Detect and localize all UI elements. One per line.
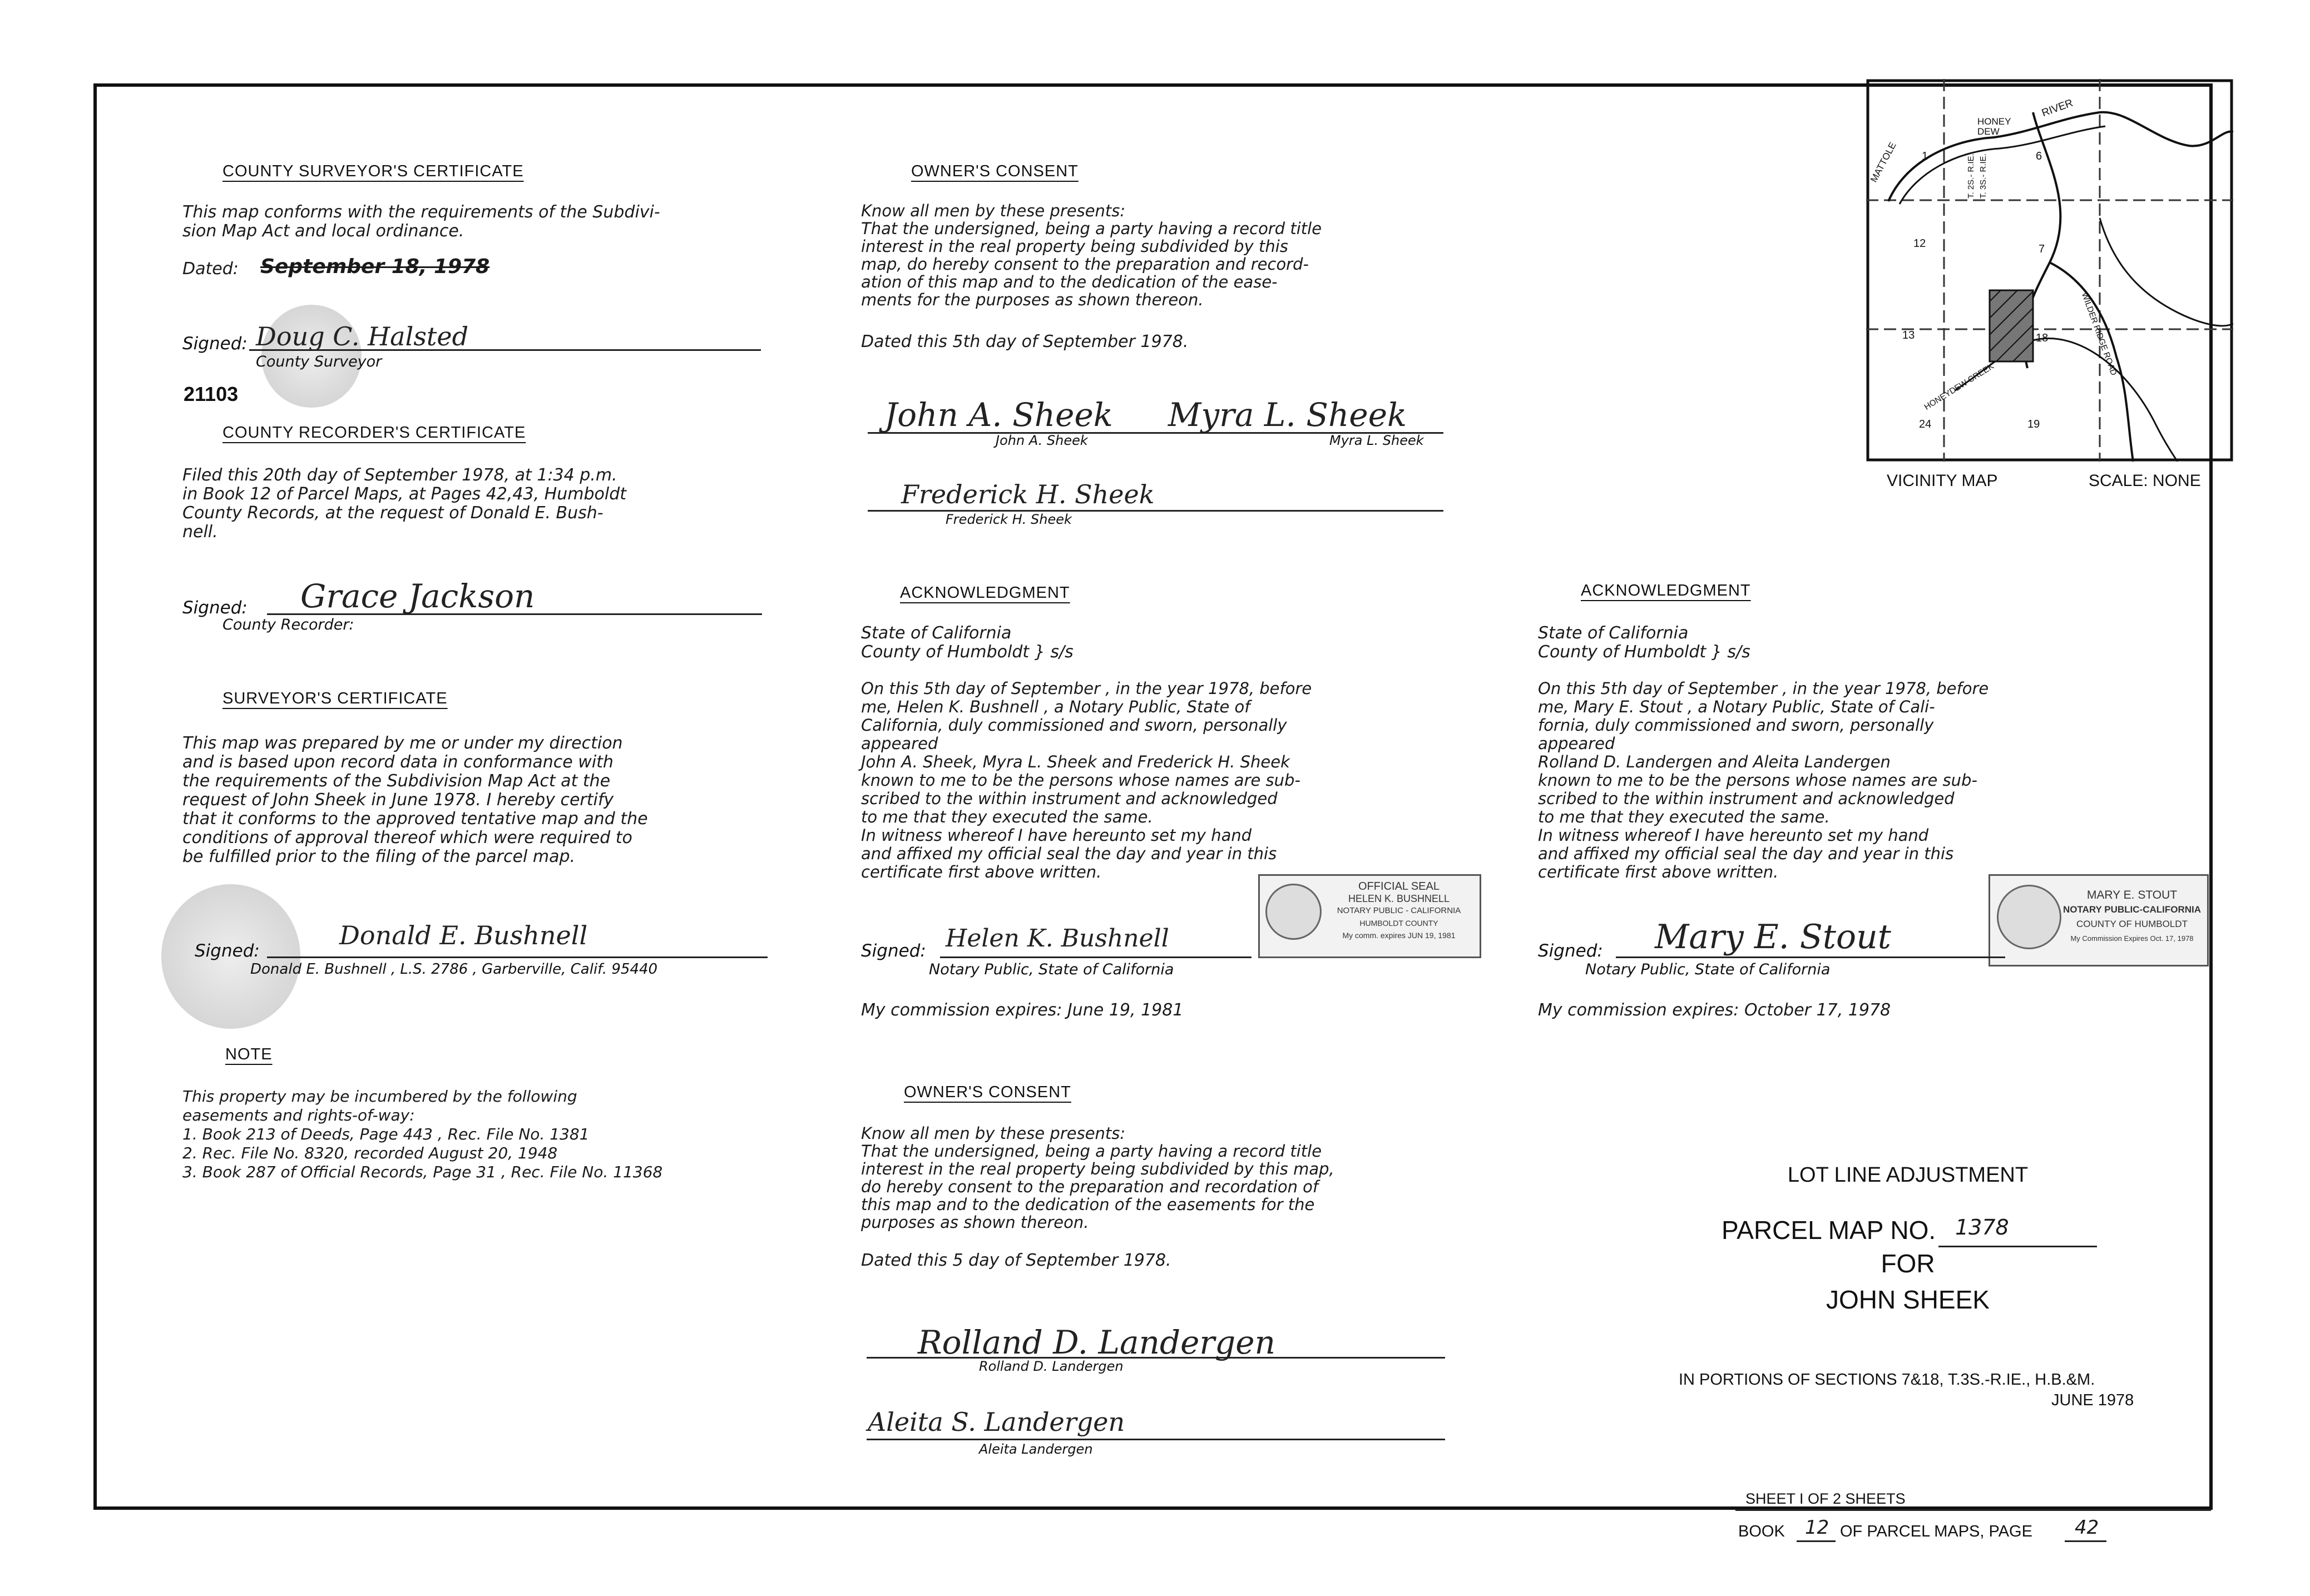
county-recorder-signed-label: Signed: [182, 598, 248, 618]
county-surveyor-body: This map conforms with the requirements of the Subdivi- sion Map Act and local ordinance. [182, 202, 660, 241]
lot-line-adjustment-title: LOT LINE ADJUSTMENT [1787, 1163, 2029, 1187]
ack-2-expires: My commission expires: October 17, 1978 [1538, 1000, 1891, 1020]
county-surveyor-signature: Doug C. Halsted [256, 321, 469, 351]
sheet-count: SHEET I OF 2 SHEETS [1745, 1490, 1906, 1507]
owners-consent-1-heading: OWNER'S CONSENT [911, 162, 1079, 180]
title-owner-name: JOHN SHEEK [1826, 1285, 1990, 1314]
ack-2-sign-line [1616, 956, 2005, 958]
county-surveyor-dated-value: September 18, 1978 [260, 255, 490, 278]
county-recorder-signature: Grace Jackson [300, 577, 535, 615]
book-number-line [1797, 1540, 1836, 1542]
county-surveyor-sign-line [249, 349, 761, 351]
ack-2-body: On this 5th day of September , in the year 1978, before me, Mary E. Stout , a Notary Public, State of Cali- fornia, duly commissioned and sworn, personally appeared Rolland D. Landergen and Aleita Landergen known to me to be the persons whose names are sub- scribed to the within instrument and acknowledged to me that they executed the same. In witness whereof I have hereunto set my hand and affixed my official seal the day and year in this certificate first above written. [1538, 679, 1989, 881]
county-recorder-body: Filed this 20th day of September 1978, at 1:34 p.m. in Book 12 of Parcel Maps, at Pages 42,43, Humboldt County Records, at the request of Donald E. Bush- nell. [182, 465, 627, 542]
map-label-t2s: T. 2S.- R.IE. [1966, 153, 1976, 199]
map-label-wilder-ridge: WILDER RIDGE ROAD [2079, 291, 2119, 377]
map-label-s19: 19 [2027, 418, 2040, 430]
county-recorder-sign-line [267, 613, 762, 615]
notary-seal-icon [1997, 885, 2061, 949]
notary-stamp-stout [1989, 874, 2209, 966]
parcel-map-number-line [1938, 1246, 2097, 1247]
map-label-s18: 18 [2036, 332, 2049, 344]
note-body: This property may be incumbered by the following easements and rights-of-way: 1. Book 213 of Deeds, Page 443 , Rec. File No. 1381 2. Rec. File No. 8320, recorded August 20, 1948 3. Book 287 of Official Records, Page 31 , Rec. File No. 11368 [182, 1087, 663, 1181]
map-label-t3s: T. 3S.- R.IE. [1978, 153, 1988, 199]
ack-2-signature: Mary E. Stout [1655, 918, 1891, 956]
stamp-bushnell-line-2: HELEN K. BUSHNELL [1348, 893, 1450, 904]
owners-consent-2-dated: Dated this 5 day of September 1978. [861, 1251, 1171, 1270]
book-number: 12 [1805, 1516, 1829, 1539]
ack-1-signature: Helen K. Bushnell [946, 924, 1169, 953]
surveyor-cert-body: This map was prepared by me or under my direction and is based upon record data in conformance with the requirements of the Subdivision Map Act at the request of John Sheek in June 1978. I hereby certify that it conforms to the approved tentative map and the conditions of approval thereof which were required to be fulfilled prior to the filing of the parcel map. [182, 733, 648, 866]
vicinity-map-drawing [1866, 79, 2233, 462]
owner-signature-aleita: Aleita S. Landergen [868, 1407, 1125, 1437]
vicinity-scale-label: SCALE: NONE [2089, 472, 2201, 490]
ack-1-role: Notary Public, State of California [929, 961, 1174, 978]
page-number-line [2065, 1540, 2106, 1542]
title-portions: IN PORTIONS OF SECTIONS 7&18, T.3S.-R.IE., H.B.&M. [1679, 1371, 2095, 1389]
notary-stamp-bushnell [1258, 874, 1481, 958]
owner-signature-frederick: Frederick H. Sheek [901, 479, 1155, 509]
title-block-divider [1735, 1509, 2211, 1511]
owners-consent-1-dated: Dated this 5th day of September 1978. [861, 332, 1189, 351]
surveyor-cert-signed-label: Signed: [195, 941, 260, 961]
vicinity-map-label: VICINITY MAP [1887, 472, 1998, 490]
ack-1-heading: ACKNOWLEDGMENT [900, 584, 1070, 602]
stamp-bushnell-line-4: HUMBOLDT COUNTY [1359, 919, 1438, 928]
county-surveyor-number: 21103 [184, 383, 239, 405]
title-for: FOR [1881, 1249, 1935, 1278]
ack-1-signed-label: Signed: [861, 941, 926, 961]
stamp-stout-line-2: NOTARY PUBLIC-CALIFORNIA [2062, 904, 2202, 915]
owner-label-rolland: Rolland D. Landergen [979, 1359, 1124, 1374]
map-label-s13: 13 [1902, 329, 1915, 341]
surveyor-cert-sign-line [267, 956, 768, 958]
map-label-s6: 6 [2036, 150, 2042, 162]
note-heading: NOTE [225, 1045, 273, 1063]
surveyor-cert-role: Donald E. Bushnell , L.S. 2786 , Garberville, Calif. 95440 [250, 961, 658, 978]
stamp-bushnell-line-3: NOTARY PUBLIC - CALIFORNIA [1337, 906, 1461, 915]
map-label-s7: 7 [2039, 243, 2045, 255]
county-recorder-role: County Recorder: [222, 616, 354, 633]
stamp-bushnell-line-1: OFFICIAL SEAL [1358, 880, 1440, 893]
surveyor-cert-signature: Donald E. Bushnell [339, 920, 588, 950]
owners-consent-2-line-2 [867, 1439, 1445, 1440]
county-recorder-heading: COUNTY RECORDER'S CERTIFICATE [222, 424, 526, 442]
owner-label-myra: Myra L. Sheek [1329, 433, 1424, 448]
map-label-honeydew-creek: HONEYDEW CREEK [1922, 361, 1996, 412]
ack-2-heading: ACKNOWLEDGMENT [1581, 582, 1751, 599]
owner-signature-myra: Myra L. Sheek [1168, 396, 1407, 434]
ack-2-signed-label: Signed: [1538, 941, 1603, 961]
ack-1-sign-line [940, 956, 1252, 958]
stamp-stout-line-1: MARY E. STOUT [2086, 889, 2178, 901]
stamp-bushnell-line-5: My comm. expires JUN 19, 1981 [1342, 931, 1456, 940]
map-label-mattole: MATTOLE [1868, 140, 1898, 184]
owners-consent-1-body: Know all men by these presents: That the undersigned, being a party having a record title interest in the real property being subdivided by this map, do hereby consent to the preparation and record- ation of this map and to the dedication of the ease- ments for the purposes as shown thereon. [861, 201, 1322, 309]
county-surveyor-signed-label: Signed: [182, 334, 248, 354]
book-page-label: OF PARCEL MAPS, PAGE [1840, 1523, 2032, 1540]
ack-1-venue: State of California County of Humboldt } s/s [861, 623, 1074, 662]
stamp-stout-line-4: My Commission Expires Oct. 17, 1978 [2070, 934, 2194, 943]
page-number: 42 [2075, 1516, 2099, 1539]
county-surveyor-role: County Surveyor [256, 353, 382, 370]
owners-consent-2-heading: OWNER'S CONSENT [904, 1083, 1071, 1101]
map-label-s1: 1 [1922, 150, 1928, 162]
ack-1-expires: My commission expires: June 19, 1981 [861, 1000, 1184, 1020]
notary-seal-icon [1265, 884, 1322, 940]
title-date: JUNE 1978 [2051, 1391, 2134, 1409]
owner-label-frederick: Frederick H. Sheek [946, 512, 1072, 527]
ack-2-role: Notary Public, State of California [1585, 961, 1831, 978]
surveyor-cert-heading: SURVEYOR'S CERTIFICATE [222, 690, 448, 707]
owner-label-aleita: Aleita Landergen [979, 1441, 1093, 1457]
owner-signature-rolland: Rolland D. Landergen [918, 1324, 1275, 1361]
owners-consent-2-line-1 [867, 1357, 1445, 1359]
county-surveyor-heading: COUNTY SURVEYOR'S CERTIFICATE [222, 162, 524, 180]
ack-1-body: On this 5th day of September , in the year 1978, before me, Helen K. Bushnell , a Notary Public, State of California, duly commissioned and sworn, personally appeared John A. Sheek, Myra L. Sheek and Frederick H. Sheek known to me to be the persons whose names are sub- scribed to the within instrument and acknowledged to me that they executed the same. In witness whereof I have hereunto set my hand and affixed my official seal the day and year in this certificate first above written. [861, 679, 1312, 881]
owner-label-john: John A. Sheek [996, 433, 1088, 448]
map-label-s24: 24 [1919, 418, 1932, 430]
parcel-map-label: PARCEL MAP NO. [1722, 1216, 1936, 1245]
stamp-stout-line-3: COUNTY OF HUMBOLDT [2076, 919, 2188, 929]
ack-2-venue: State of California County of Humboldt } s/s [1538, 623, 1750, 662]
vicinity-map [1866, 79, 2233, 462]
map-label-honeydew: HONEY DEW [1977, 116, 2011, 137]
parcel-map-number: 1378 [1955, 1215, 2009, 1240]
map-label-s12: 12 [1913, 237, 1926, 250]
owner-signature-john: John A. Sheek [884, 396, 1113, 434]
county-surveyor-dated-label: Dated: [182, 259, 239, 279]
map-label-river: RIVER [2040, 97, 2075, 120]
book-label: BOOK [1738, 1523, 1785, 1540]
owners-consent-2-body: Know all men by these presents: That the undersigned, being a party having a record title interest in the real property being subdivided by this map, do hereby consent to the preparation and recordation of this map and to the dedication of the easements for the purposes as shown thereon. [861, 1124, 1334, 1232]
